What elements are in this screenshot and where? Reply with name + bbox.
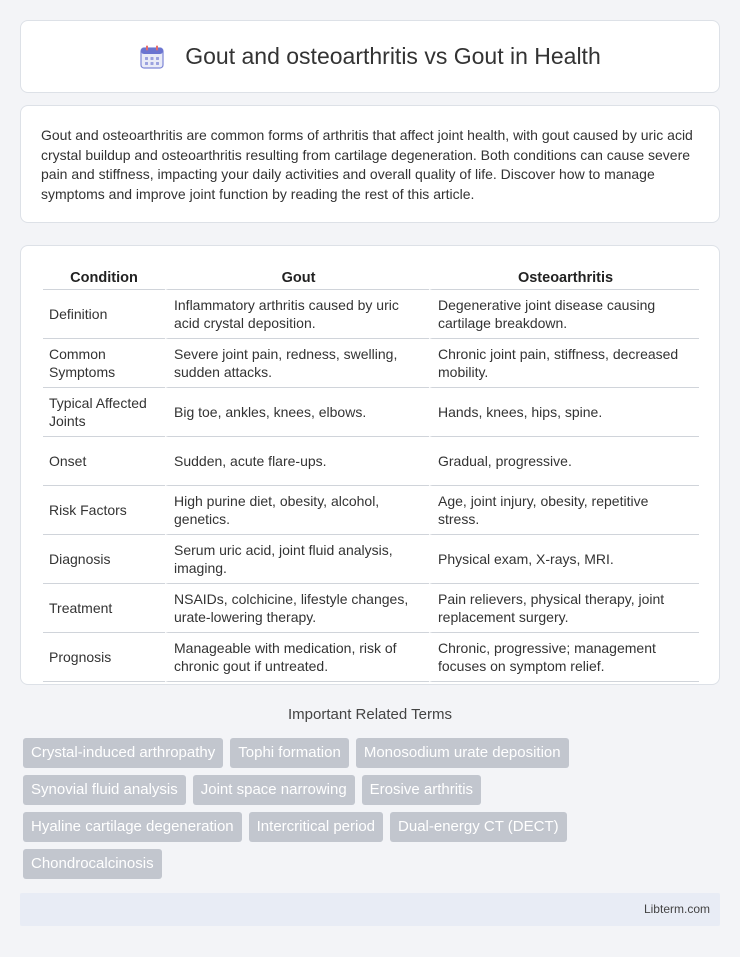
footer-link[interactable]: Libterm.com: [643, 902, 710, 916]
header-card: [20, 20, 720, 93]
table-row: [43, 486, 699, 535]
row-gout-cell: Manageable with medication, risk of chronic gout if untreated.: [165, 633, 429, 682]
row-gout-cell: Big toe, ankles, knees, elbows.: [165, 388, 429, 437]
related-term-tag[interactable]: Joint space narrowing: [193, 775, 355, 805]
row-condition-cell: Definition: [43, 290, 165, 339]
row-osteoarthritis-cell: Degenerative joint disease causing cartilage breakdown.: [429, 290, 699, 339]
table-row: [43, 584, 699, 633]
row-gout-cell: Severe joint pain, redness, swelling, sudden attacks.: [165, 339, 429, 388]
row-osteoarthritis-cell: Chronic joint pain, stiffness, decreased mobility.: [429, 339, 699, 388]
row-condition-cell: Onset: [43, 437, 165, 486]
row-condition-cell: Common Symptoms: [43, 339, 165, 388]
related-term-tag[interactable]: Synovial fluid analysis: [23, 775, 186, 805]
comparison-table: [43, 266, 699, 682]
table-row: [43, 437, 699, 486]
row-osteoarthritis-cell: Chronic, progressive; management focuses on symptom relief.: [429, 633, 699, 682]
related-term-tag[interactable]: Dual-energy CT (DECT): [390, 812, 567, 842]
header-condition: Condition: [43, 266, 165, 290]
related-terms-title: Important Related Terms: [288, 706, 452, 723]
table-row: [43, 290, 699, 339]
row-gout-cell: NSAIDs, colchicine, lifestyle changes, urate-lowering therapy.: [165, 584, 429, 633]
related-terms-row: [23, 738, 723, 768]
footer: [20, 893, 720, 926]
related-terms-row: [23, 812, 723, 842]
row-osteoarthritis-cell: Physical exam, X-rays, MRI.: [429, 535, 699, 584]
comparison-table-card: [20, 245, 720, 685]
row-condition-cell: Treatment: [43, 584, 165, 633]
table-row: [43, 535, 699, 584]
row-condition-cell: Diagnosis: [43, 535, 165, 584]
related-term-tag[interactable]: Chondrocalcinosis: [23, 849, 162, 879]
page-title: Gout and osteoarthritis vs Gout in Health: [185, 43, 601, 69]
row-gout-cell: High purine diet, obesity, alcohol, genetics.: [165, 486, 429, 535]
intro-text: Gout and osteoarthritis are common forms of arthritis that affect joint health, with gout caused by uric acid crystal buildup and osteoarthritis resulting from cartilage degeneration. Both conditions can cause severe pain and stiffness, impacting your daily activities and overall quality of life. Discover how to manage symptoms and improve joint function by reading the rest of this article.: [41, 127, 693, 202]
related-term-tag[interactable]: Tophi formation: [230, 738, 349, 768]
related-terms-row: [23, 775, 723, 805]
row-condition-cell: Prognosis: [43, 633, 165, 682]
table-row: [43, 339, 699, 388]
row-osteoarthritis-cell: Age, joint injury, obesity, repetitive stress.: [429, 486, 699, 535]
related-term-tag[interactable]: Hyaline cartilage degeneration: [23, 812, 242, 842]
row-osteoarthritis-cell: Pain relievers, physical therapy, joint replacement surgery.: [429, 584, 699, 633]
row-gout-cell: Serum uric acid, joint fluid analysis, imaging.: [165, 535, 429, 584]
related-term-tag[interactable]: Intercritical period: [249, 812, 383, 842]
row-osteoarthritis-cell: Hands, knees, hips, spine.: [429, 388, 699, 437]
table-row: [43, 633, 699, 682]
related-term-tag[interactable]: Monosodium urate deposition: [356, 738, 569, 768]
header-gout: Gout: [165, 266, 429, 290]
header-osteoarthritis: Osteoarthritis: [429, 266, 699, 290]
intro-card: [20, 105, 720, 223]
row-condition-cell: Risk Factors: [43, 486, 165, 535]
related-terms-list: [23, 738, 723, 886]
row-gout-cell: Sudden, acute flare-ups.: [165, 437, 429, 486]
related-terms-row: [23, 849, 723, 879]
calendar-icon: [139, 44, 165, 70]
related-term-tag[interactable]: Erosive arthritis: [362, 775, 481, 805]
table-header-row: [43, 266, 699, 290]
related-term-tag[interactable]: Crystal-induced arthropathy: [23, 738, 223, 768]
row-gout-cell: Inflammatory arthritis caused by uric acid crystal deposition.: [165, 290, 429, 339]
row-condition-cell: Typical Affected Joints: [43, 388, 165, 437]
table-row: [43, 388, 699, 437]
row-osteoarthritis-cell: Gradual, progressive.: [429, 437, 699, 486]
